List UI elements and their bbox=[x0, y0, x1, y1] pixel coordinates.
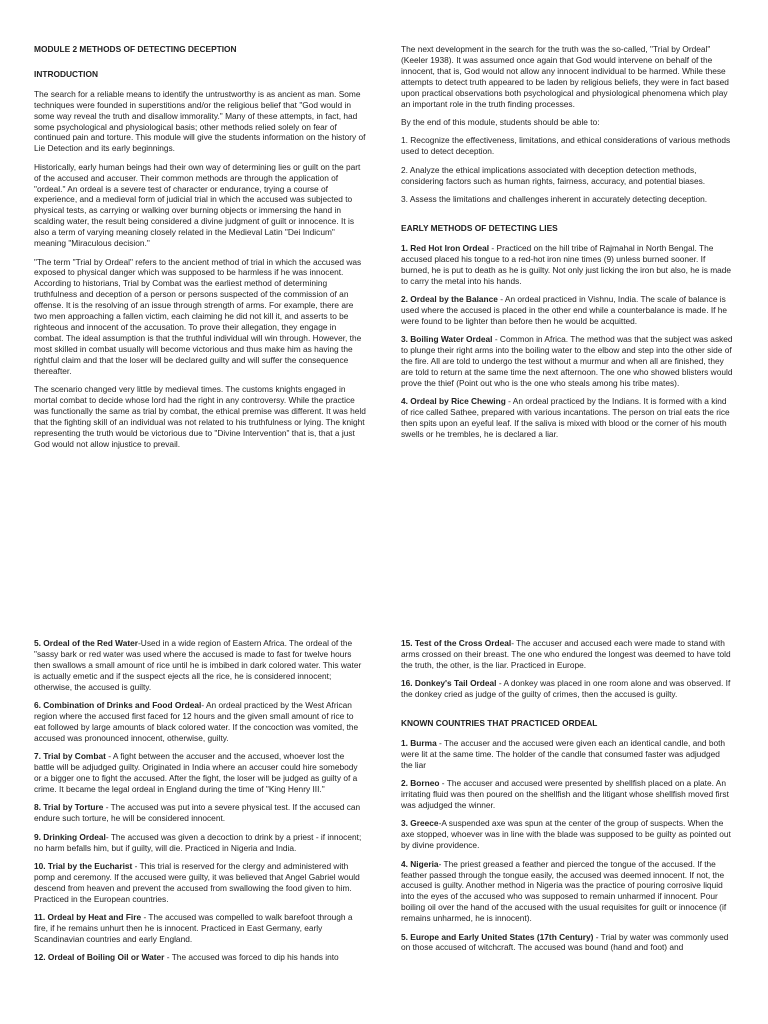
paragraph: By the end of this module, students should be able to: bbox=[401, 116, 600, 127]
item-text: - An ordeal practiced by the West African region where the accused first faced for 12 hours and the given small amount of rice to eat followed by large amounts of black colored water. If the concoction was vomited, the accused was pronounced innocent, otherwise, guilty. bbox=[34, 700, 359, 743]
introduction-heading: INTRODUCTION bbox=[34, 68, 98, 79]
item-text: - The priest greased a feather and pierced the tongue of the accused. If the feather passed through the tongue easily, the accused was deemed innocent. If not, the accused is guilty. Another method in Nigeria was the practice of pouring corrosive liquid into the eyes of the accused who was supposed to remain unharmed if innocent. Pour boiling oil over the hand of the accused with the usual requisites for guilt or innocence (if remains unharmed, he is innocent). bbox=[401, 858, 727, 924]
item-text: - Common in Africa. The method was that the subject was asked to plunge their right arms into the boiling water to the elbow and step into the other side of the fire. All are told to undergo the test without a murmur and when all are finished, they are told to return at the same time the next afternoon. The one who showed blisters would prove the thief (Point out who is the one who steals among his tribe mates). bbox=[401, 334, 733, 388]
paragraph: The next development in the search for the truth was the so-called, "Trial by Ordeal" (Keeler 1938). It was assumed once again that God would intervene on behalf of the innocent, that is, God would not allow any innocent individual to be harmed. While these attempts to detect truth appeared to be laden by religious beliefs, they were in fact based upon practical observations both psychological and physiological phenomena which play an important role in the truth finding processes. bbox=[401, 44, 729, 109]
list-item bbox=[401, 638, 733, 671]
item-label: 7. Trial by Combat bbox=[34, 751, 106, 762]
list-item bbox=[34, 912, 366, 945]
list-item bbox=[34, 802, 366, 824]
item-text: - The accused was compelled to walk barefoot through a fire, if he remains unhurt then he is innocent. Practiced in East Germany, early Scandinavian countries and early England. bbox=[34, 912, 353, 944]
item-text: -Used in a wide region of Eastern Africa. The ordeal of the "sassy bark or red water was used where the accused is made to fast for twelve hours then swallows a small amount of rice until he is imbibed in dark colored water. This water is actually emetic and if the suspect ejects all the rice, he is considered innocent; otherwise, the accused is guilty. bbox=[34, 638, 362, 692]
item-label: 6. Combination of Drinks and Food Ordeal bbox=[34, 700, 202, 711]
item-label: 9. Drinking Ordeal bbox=[34, 831, 106, 842]
module-title: MODULE 2 METHODS OF DETECTING DECEPTION bbox=[34, 44, 237, 54]
item-label: 16. Donkey's Tail Ordeal bbox=[401, 678, 497, 689]
objective-item: 3. Assess the limitations and challenges inherent in accurately detecting deception. bbox=[401, 193, 708, 204]
list-item bbox=[401, 932, 733, 954]
item-text: - The accuser and accused were presented by shellfish placed on a plate. An irritating fluid was then poured on the shellfish and the litigant whose shellfish moved first was adjudged the winner. bbox=[401, 778, 729, 810]
item-text: - This trial is reserved for the clergy and administered with pomp and ceremony. If the accused were guilty, it was believed that Angel Gabriel would descend from heaven and prevent the accused from swallowing the food given to him. Practiced in the European countries. bbox=[34, 860, 360, 904]
item-label: 5. Ordeal of the Red Water bbox=[34, 638, 139, 648]
list-item bbox=[401, 334, 733, 389]
known-countries-heading: KNOWN COUNTRIES THAT PRACTICED ORDEAL bbox=[401, 718, 598, 729]
item-label: 11. Ordeal by Heat and Fire bbox=[34, 912, 142, 923]
column-bottom-right bbox=[401, 638, 733, 961]
item-text: - A donkey was placed in one room alone and was observed. If the donkey cried as judge of the guilty of crimes, then the accused is guilty. bbox=[401, 678, 731, 700]
item-label: 15. Test of the Cross Ordeal bbox=[401, 638, 512, 648]
item-label: 1. Red Hot Iron Ordeal bbox=[401, 242, 490, 253]
item-text: - The accused was forced to dip his hands into bbox=[164, 952, 339, 963]
column-top-right bbox=[401, 44, 733, 447]
item-label: 4. Ordeal by Rice Chewing bbox=[401, 396, 506, 407]
list-item bbox=[401, 818, 733, 851]
item-text: - The accuser and accused each were made to stand with arms crossed on their breast. The one who endured the longest was deemed to have told the truth, the other, is the liar. Practiced in Europe. bbox=[401, 638, 731, 670]
column-top-left bbox=[34, 44, 366, 457]
list-item bbox=[401, 396, 733, 440]
item-label: 4. Nigeria bbox=[401, 858, 439, 869]
item-label: 3. Boiling Water Ordeal bbox=[401, 334, 493, 345]
list-item bbox=[34, 832, 366, 854]
list-item bbox=[34, 638, 366, 693]
item-text: -A suspended axe was spun at the center of the group of suspects. When the axe stopped, whoever was in line with the blade was supposed to be guilty as pointed out by divine providence. bbox=[401, 818, 731, 851]
item-text: - The accused was put into a severe physical test. If the accused can endure such torture, he will be considered innocent. bbox=[34, 802, 361, 824]
item-text: - The accuser and the accused were given each an identical candle, and both were lit at the same time. The holder of the candle that consumed faster was adjudged the liar bbox=[401, 737, 726, 770]
item-label: 1. Burma bbox=[401, 737, 437, 748]
list-item bbox=[401, 778, 733, 811]
column-bottom-left bbox=[34, 638, 366, 971]
list-item bbox=[34, 751, 366, 795]
item-label: 3. Greece bbox=[401, 818, 439, 829]
early-methods-heading: EARLY METHODS OF DETECTING LIES bbox=[401, 222, 558, 233]
paragraph: The search for a reliable means to identify the untrustworthy is as ancient as man. Some techniques were founded in superstitions and/or the religious belief that "God would in some way reveal the truth and disallow immorality." Many of these attempts, in fact, had some psychological and physiological basis; other methods relied solely on fear of continued pain and torture. This module will give the students information on the history of Lie Detection and its early beginnings. bbox=[34, 88, 366, 154]
item-text: - The accused was given a decoction to drink by a priest - if innocent; no harm befalls him, but if guilty, will die. Practiced in Nigeria and India. bbox=[34, 831, 362, 853]
item-label: 2. Ordeal by the Balance bbox=[401, 293, 498, 304]
item-text: - Practiced on the hill tribe of Rajmahal in North Bengal. The accused placed his tongue to a red-hot iron nine times (9) unless burned sooner. If burned, he is put to death as he is guilty. Not only just licking the iron but also, he is made to carry the metal into his hands. bbox=[401, 242, 732, 286]
list-item bbox=[34, 700, 366, 744]
paragraph: "The term "Trial by Ordeal" refers to the ancient method of trial in which the accused was exposed to physical danger which was supposed to be harmless if he was innocent. According to historians, Trial by Combat was the earliest method of determining truthfulness and deception of a person or persons suspected of the commission of an offense. It is the resolving of an issue through strength of arms. For example, there are two men approaching a fallen victim, each claiming he did not kill it, and asserts to be righteous and innocent of the accusation. To prove their allegation, they engage in combat. The ideal assumption is that the truthful individual will win through. However, the most skilled in combat usually will become victorious and thus make him as having the rightful claim and that the loser will be declared guilty and will suffer the consequence thereafter. bbox=[34, 256, 362, 376]
item-label: 2. Borneo bbox=[401, 778, 440, 789]
list-item bbox=[34, 861, 366, 905]
item-text: - An ordeal practiced by the Indians. It is formed with a kind of rice called Sathee, prepared with various incantations. The person on trial eats the rice then spits upon an eyeful leaf. If the saliva is mixed with blood or the corner of his mouth swells or he trembles, he is declared a liar. bbox=[401, 396, 730, 439]
item-label: 5. Europe and Early United States (17th Century) bbox=[401, 931, 594, 942]
list-item bbox=[401, 243, 733, 287]
item-label: 12. Ordeal of Boiling Oil or Water bbox=[34, 952, 165, 963]
list-item bbox=[34, 952, 366, 963]
item-text: - Trial by water was commonly used on those accused of witchcraft. The accused was bound (hand and foot) and bbox=[401, 931, 729, 953]
list-item bbox=[401, 859, 733, 924]
objective-item: 2. Analyze the ethical implications associated with deception detection methods, considering factors such as human rights, fairness, accuracy, and potential biases. bbox=[401, 164, 706, 186]
item-text: - A fight between the accuser and the accused, whoever lost the battle will be adjudged guilty. Originated in India where an accuser could hire somebody or a bigger one to fight the accused. After the fight, the loser will be judged as guilty of a crime. It became the legal ordeal in England during the time of "King Henry III." bbox=[34, 751, 358, 794]
list-item bbox=[401, 294, 733, 327]
item-text: - An ordeal practiced in Vishnu, India. The scale of balance is used where the accused is placed in the other end while a counterbalance is made. If he were found to be lighter than before then he would be acquitted. bbox=[401, 293, 728, 326]
objective-item: 1. Recognize the effectiveness, limitations, and ethical considerations of various methods used to detect deception. bbox=[401, 135, 731, 157]
item-label: 8. Trial by Torture bbox=[34, 802, 104, 813]
list-item bbox=[401, 678, 733, 700]
paragraph: The scenario changed very little by medieval times. The customs knights engaged in mortal combat to decide whose lord had the right in any controversy. While the practice was functionally the same as trial by combat, the ethical premise was different. It was held that the fighting skill of an individual was not related to his truthfulness or lying. The knight representing the truth would be victorious due to "Divine Intervention" that is, that a just God would not allow injustice to prevail. bbox=[34, 383, 366, 449]
list-item bbox=[401, 738, 733, 771]
item-label: 10. Trial by the Eucharist bbox=[34, 860, 133, 871]
paragraph: Historically, early human beings had their own way of determining lies or guilt on the part of the accused and accuser. Their common methods are through the application of "ordeal." An ordeal is a severe test of character or endurance, trying a course of experience, and a medieval form of judicial trial in which the accused was subjected to physical tests, as carrying or walking over burning objects or immersing the hand in scalding water, the result being considered a divine judgment of guilt or innocence. It is also a term of varying meaning closely related in the Medieval Latin "Dei Indicum" meaning "Miraculous decision." bbox=[34, 161, 361, 249]
